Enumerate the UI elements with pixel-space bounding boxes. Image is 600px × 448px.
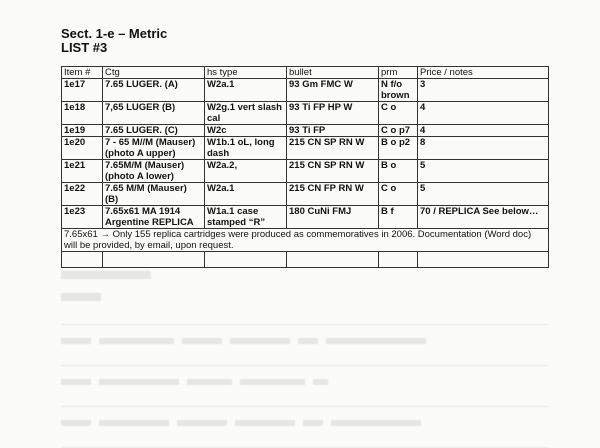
table-row [62,206,549,229]
table-row [62,102,549,125]
replica-note: 7.65x61 → Only 155 replica cartridges were produced as commemoratives in 2006. Documentation (Word doc) will be provided, by email, upon request. [62,229,549,252]
ctg-cell: 7.65M/M (Mauser) (photo A lower) [103,160,205,183]
reverse-side-bleed-through [61,266,548,448]
hs-type-cell: W2a.1 [205,183,287,206]
hs-type-cell: W1b.1 oL, long dash [205,137,287,160]
bullet-cell: 215 CN SP RN W [287,160,379,183]
list-title: LIST #3 [61,40,108,55]
bullet-cell: 215 CN SP RN W [287,137,379,160]
item-number-cell: 1e21 [62,160,103,183]
prm-cell: C o p7 [379,125,418,137]
cartridge-list-table [61,66,549,268]
hs-type-cell: W2a.2, [205,160,287,183]
item-number-cell: 1e22 [62,183,103,206]
table-row [62,137,549,160]
price-notes-cell: 4 [418,102,549,125]
ctg-cell: 7.65 M/M (Mauser) (B) [103,183,205,206]
bullet-cell: 93 Gm FMC W [287,79,379,102]
column-header: Price / notes [418,67,549,79]
hs-type-cell: W1a.1 case stamped “R” [205,206,287,229]
price-notes-cell: 5 [418,183,549,206]
price-notes-cell: 8 [418,137,549,160]
ctg-cell: 7 - 65 M//M (Mauser) (photo A upper) [103,137,205,160]
bullet-cell: 180 CuNi FMJ [287,206,379,229]
item-number-cell: 1e20 [62,137,103,160]
table-row [62,79,549,102]
item-number-cell: 1e23 [62,206,103,229]
ctg-cell: 7.65x61 MA 1914 Argentine REPLICA [103,206,205,229]
section-title: Sect. 1-e – Metric [61,26,168,41]
prm-cell: B o [379,160,418,183]
column-header: bullet [287,67,379,79]
price-notes-cell: 70 / REPLICA See below… [418,206,549,229]
hs-type-cell: W2g.1 vert slash cal [205,102,287,125]
document-heading [61,27,167,55]
ctg-cell: 7.65 LUGER. (C) [103,125,205,137]
prm-cell: B f [379,206,418,229]
column-header: Item # [62,67,103,79]
hs-type-cell: W2a.1 [205,79,287,102]
table-row [62,125,549,137]
prm-cell: B o p2 [379,137,418,160]
price-notes-cell: 4 [418,125,549,137]
price-notes-cell: 3 [418,79,549,102]
price-notes-cell: 5 [418,160,549,183]
column-header: hs type [205,67,287,79]
table-header-row [62,67,549,79]
bullet-cell: 215 CN FP RN W [287,183,379,206]
item-number-cell: 1e19 [62,125,103,137]
bullet-cell: 93 Ti FP [287,125,379,137]
bullet-cell: 93 Ti FP HP W [287,102,379,125]
column-header: Ctg [103,67,205,79]
prm-cell: N f/o brown [379,79,418,102]
prm-cell: C o [379,183,418,206]
prm-cell: C o [379,102,418,125]
column-header: prm [379,67,418,79]
ctg-cell: 7,65 LUGER (B) [103,102,205,125]
note-row [62,229,549,252]
ctg-cell: 7.65 LUGER. (A) [103,79,205,102]
item-number-cell: 1e17 [62,79,103,102]
item-number-cell: 1e18 [62,102,103,125]
table-row [62,183,549,206]
hs-type-cell: W2c [205,125,287,137]
table-row [62,160,549,183]
